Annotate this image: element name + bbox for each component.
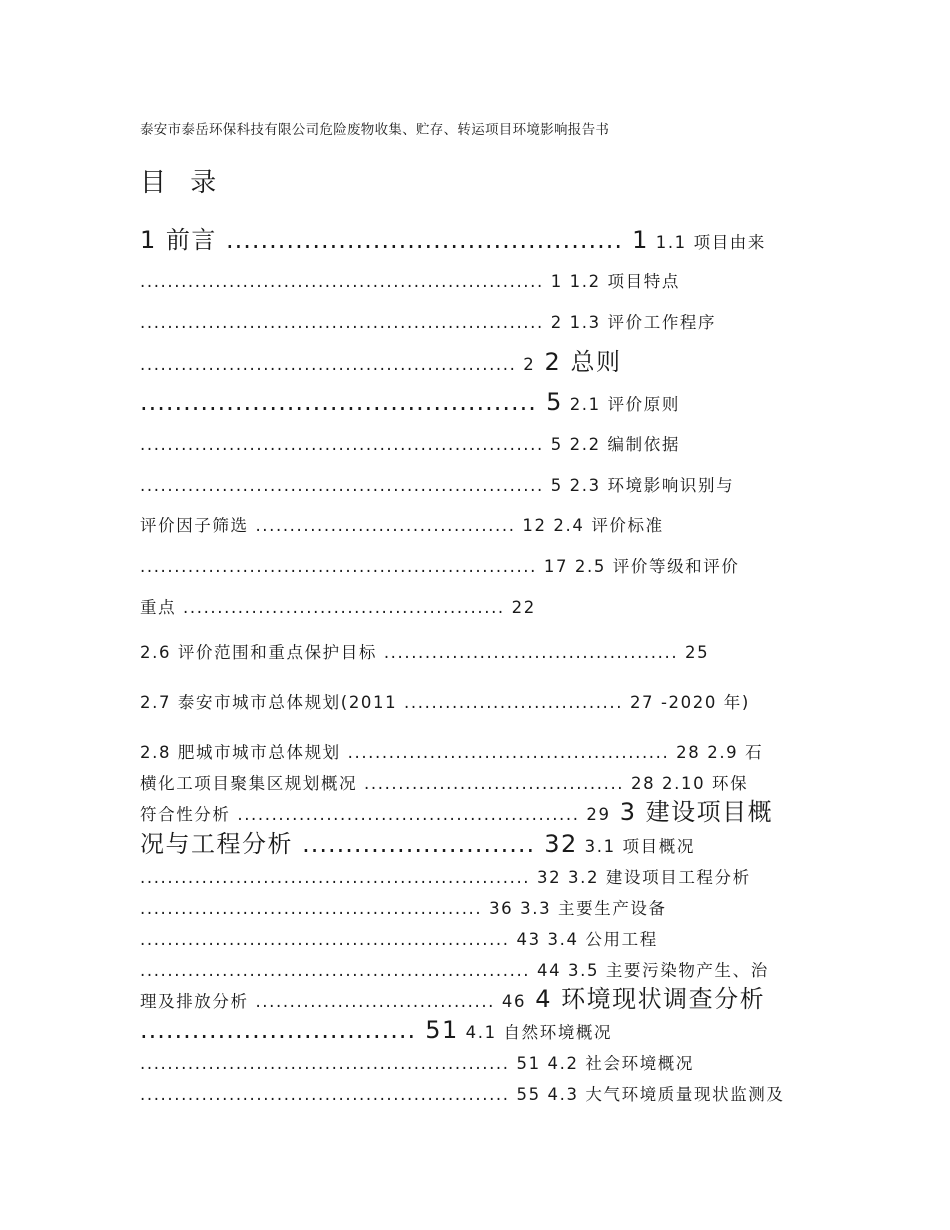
toc-entry-text: 评价因子筛选 ...................................... 12 2.4 评价标准	[140, 516, 664, 535]
toc-line	[140, 350, 621, 374]
toc-page-number: 51	[416, 1016, 459, 1044]
toc-line	[140, 800, 773, 824]
toc-line	[140, 870, 751, 887]
document-header: 泰安市泰岳环保科技有限公司危险废物收集、贮存、转运项目环境影响报告书	[140, 122, 610, 138]
toc-line	[140, 437, 680, 454]
toc-entry-text: 2.1 评价原则	[562, 395, 680, 414]
toc-line	[140, 1018, 612, 1042]
toc-entry-text: ...................................................... 43 3.4 公用工程	[140, 930, 658, 949]
toc-page-number: 5	[536, 388, 563, 416]
toc-leader-dots: ................................	[140, 1016, 417, 1044]
toc-leader-dots: ...........................	[302, 830, 536, 858]
toc-line	[140, 390, 680, 414]
toc-line	[140, 274, 680, 291]
toc-page-number: 32	[535, 830, 578, 858]
toc-entry-text: 横化工项目聚集区规划概况 ...................................... 28 2.10 环保	[140, 774, 749, 793]
toc-entry-text: ........................................................... 5 2.2 编制依据	[140, 435, 680, 454]
toc-line	[140, 901, 667, 918]
toc-line	[140, 518, 664, 535]
toc-leader-dots: ..............................................	[140, 388, 537, 416]
toc-line	[140, 1087, 785, 1104]
toc-entry-text: ........................................................... 5 2.3 环境影响识别与	[140, 476, 735, 495]
toc-line	[140, 745, 763, 762]
toc-chapter-title: 3 建设项目概	[610, 798, 774, 826]
toc-chapter-title: 2 总则	[535, 348, 622, 376]
toc-line	[140, 963, 769, 980]
toc-entry-text: 理及排放分析 ................................... 46	[140, 992, 527, 1011]
toc-entry-text: 3.1 项目概况	[577, 837, 695, 856]
toc-entry-text: 符合性分析 .................................................. 29	[140, 805, 611, 824]
toc-entry-text: .................................................. 36 3.3 主要生产设备	[140, 899, 667, 918]
toc-entry-text: ........................................................... 2 1.3 评价工作程序	[140, 313, 717, 332]
toc-chapter-title: 4 环境现状调查分析	[526, 985, 766, 1013]
toc-entry-text: 2.6 评价范围和重点保护目标 ........................................... 25	[140, 643, 710, 662]
toc-chapter-title: 况与工程分析	[140, 830, 303, 858]
toc-entry-text: .......................................................... 17 2.5 评价等级和评价	[140, 557, 740, 576]
toc-entry-text: 重点 ............................................... 22	[140, 598, 536, 617]
toc-entry-text: ...................................................... 51 4.2 社会环境概况	[140, 1054, 694, 1073]
toc-line	[140, 932, 658, 949]
toc-leader-dots: ..............................................	[226, 226, 623, 254]
toc-line	[140, 559, 739, 576]
toc-line	[140, 645, 709, 662]
toc-entry-text: ........................................................... 1 1.2 项目特点	[140, 272, 680, 291]
toc-entry-text: 4.1 自然环境概况	[458, 1023, 613, 1042]
toc-entry-text: ...................................................... 55 4.3 大气环境质量现状监测及	[140, 1085, 785, 1104]
toc-line	[140, 478, 734, 495]
toc-line	[140, 776, 748, 793]
toc-entry-text: 1.1 项目由来	[648, 233, 767, 252]
toc-chapter-title: 1 前言	[140, 226, 227, 254]
toc-line	[140, 832, 695, 856]
toc-line	[140, 987, 765, 1011]
toc-entry-text: ......................................................... 44 3.5 主要污染物产生、治	[140, 961, 769, 980]
toc-entry-text: ......................................................... 32 3.2 建设项目工程分析	[140, 868, 751, 887]
toc-title: 目 录	[140, 168, 225, 198]
toc-entry-text: 2.8 肥城市城市总体规划 ............................................... 28 2.9 石	[140, 743, 764, 762]
toc-line	[140, 1056, 694, 1073]
toc-line	[140, 228, 766, 252]
toc-line	[140, 600, 536, 617]
toc-entry-text: ....................................................... 2	[140, 355, 536, 374]
toc-entry-text: 2.7 泰安市城市总体规划(2011 ................................ 27 -2020 年)	[140, 693, 750, 712]
toc-page-number: 1	[622, 226, 649, 254]
toc-line	[140, 315, 716, 332]
toc-line	[140, 695, 750, 712]
